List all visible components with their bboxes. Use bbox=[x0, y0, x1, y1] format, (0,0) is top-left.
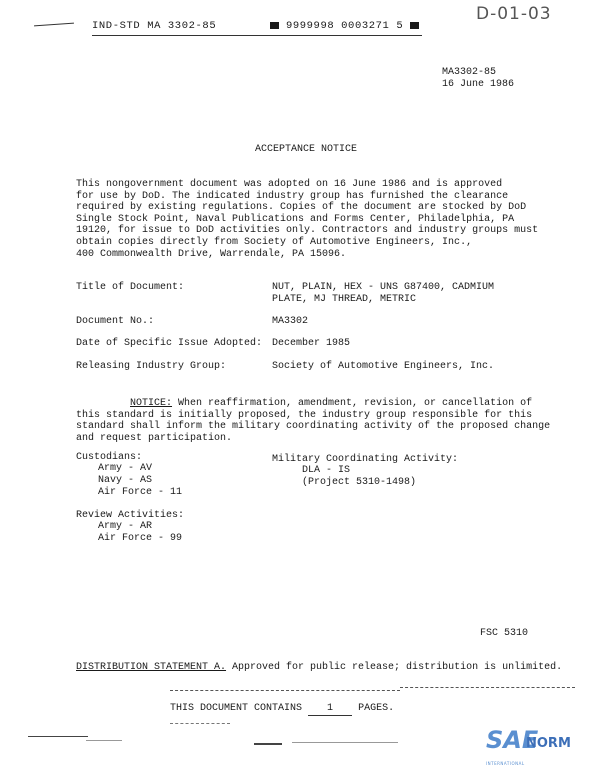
date-value: December 1985 bbox=[272, 338, 351, 349]
footer-rule-top-right bbox=[400, 687, 575, 688]
scan-mark bbox=[28, 736, 88, 737]
military-heading: Military Coordinating Activity: bbox=[272, 454, 459, 465]
page-title: ACCEPTANCE NOTICE bbox=[255, 144, 358, 155]
custodian-item: Air Force - 11 bbox=[98, 487, 183, 498]
distribution-text: Approved for public release; distribution is unlimited. bbox=[226, 662, 563, 673]
header-block-mark-end bbox=[410, 22, 419, 29]
logo-norm: NORM bbox=[526, 736, 571, 751]
doc-ref-number: MA3302-85 bbox=[442, 67, 497, 78]
group-value: Society of Automotive Engineers, Inc. bbox=[272, 361, 495, 372]
notice-first-line bbox=[76, 398, 532, 410]
date-label: Date of Specific Issue Adopted: bbox=[76, 338, 263, 349]
footer-rule-top-left bbox=[170, 690, 400, 691]
distribution-label: DISTRIBUTION STATEMENT A. bbox=[76, 662, 227, 673]
military-item: DLA - IS bbox=[302, 465, 351, 476]
notice-first-text: When reaffirmation, amendment, revision, or cancellation of bbox=[172, 398, 533, 409]
custodian-item: Navy - AS bbox=[98, 475, 153, 486]
docno-label: Document No.: bbox=[76, 316, 155, 327]
review-item: Air Force - 99 bbox=[98, 533, 183, 544]
footer-rule-mid bbox=[170, 723, 230, 724]
handwritten-note: D-01-03 bbox=[476, 4, 552, 24]
margin-mark bbox=[34, 23, 74, 27]
notice-label: NOTICE: bbox=[130, 398, 173, 409]
custodian-item: Army - AV bbox=[98, 463, 153, 474]
custodians-heading: Custodians: bbox=[76, 452, 143, 463]
contains-label: THIS DOCUMENT CONTAINS bbox=[170, 703, 303, 714]
page-count-line bbox=[170, 703, 394, 716]
pages-label: PAGES. bbox=[358, 703, 395, 714]
notice-paragraph: this standard is initially proposed, the industry group responsible for this standard shall inform the military coordinating activity of the proposed change and request participation. bbox=[76, 409, 551, 444]
sae-norm-logo bbox=[486, 726, 592, 766]
header-rule bbox=[92, 35, 422, 36]
scan-mark bbox=[292, 742, 398, 743]
review-heading: Review Activities: bbox=[76, 510, 185, 521]
title-label: Title of Document: bbox=[76, 282, 185, 293]
page-count: 1 bbox=[308, 703, 352, 716]
distribution-statement bbox=[76, 662, 562, 674]
logo-international: INTERNATIONAL bbox=[486, 761, 525, 766]
logo-sae: SAE bbox=[486, 726, 539, 754]
scan-mark bbox=[86, 740, 122, 741]
header-doc-id: IND-STD MA 3302-85 bbox=[92, 20, 217, 32]
fsc-code: FSC 5310 bbox=[480, 628, 529, 639]
scan-mark bbox=[254, 743, 282, 745]
intro-paragraph: This nongovernment document was adopted on 16 June 1986 and is approved for use by DoD. The indicated industry group has furnished the clearance required by existing regulations. Copies of the document are stocked by DoD Single Stock Point, Naval Publications and Forms Center, Philadelphia, PA 19120, for issue to DoD activities only. Contractors and industry groups must obtain copies directly from Society of Automotive Engineers, Inc., 400 Commonwealth Drive, Warrendale, PA 15096. bbox=[76, 179, 539, 260]
header-code: 9999998 0003271 5 bbox=[285, 20, 404, 32]
docno-value: MA3302 bbox=[272, 316, 309, 327]
review-item: Army - AR bbox=[98, 521, 153, 532]
title-value: NUT, PLAIN, HEX - UNS G87400, CADMIUM PLATE, MJ THREAD, METRIC bbox=[272, 282, 495, 305]
header-line bbox=[92, 20, 419, 32]
header-block-mark bbox=[270, 22, 279, 29]
group-label: Releasing Industry Group: bbox=[76, 361, 227, 372]
doc-ref-date: 16 June 1986 bbox=[442, 79, 515, 90]
military-item: (Project 5310-1498) bbox=[302, 477, 417, 488]
